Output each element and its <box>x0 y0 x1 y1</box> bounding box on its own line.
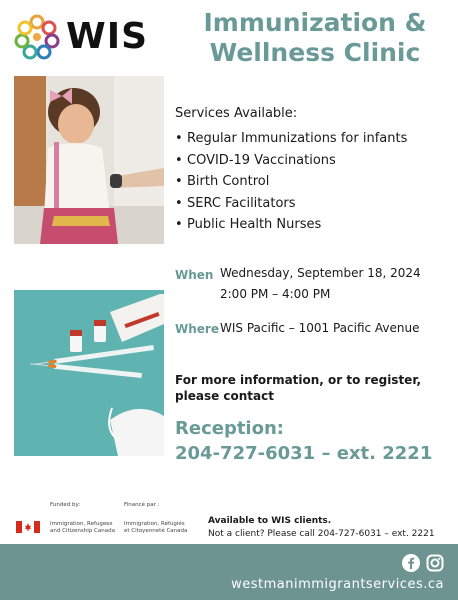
service-item: • Regular Immunizations for infants <box>175 128 407 150</box>
ircc-english-line-2: and Citizenship Canada <box>50 528 115 534</box>
vaccine-supplies-photo <box>14 290 164 456</box>
ircc-french-line-2: et Citoyenneté Canada <box>124 528 188 534</box>
ircc-french <box>124 521 187 535</box>
wis-logo <box>14 12 154 60</box>
page-title <box>180 8 450 68</box>
services-heading: Services Available: <box>175 106 298 121</box>
ircc-english-line-1: Immigration, Refugees <box>50 521 113 527</box>
contact-info <box>175 372 421 404</box>
instagram-icon[interactable] <box>426 554 444 572</box>
service-item: • Birth Control <box>175 171 407 193</box>
services-list <box>175 128 407 236</box>
ircc-french-line-1: Immigration, Réfugiés <box>124 521 185 527</box>
logo-text: WIS <box>66 16 149 57</box>
wis-logo-icon <box>14 14 60 60</box>
availability-line-1: Available to WIS clients. <box>208 516 332 526</box>
event-time: 2:00 PM – 4:00 PM <box>220 287 331 301</box>
footer-bar <box>0 544 458 600</box>
funded-by-label: Funded by: <box>50 502 81 508</box>
title-line-1: Immunization & <box>203 8 427 37</box>
facebook-icon[interactable] <box>402 554 420 572</box>
reception-phone: 204-727-6031 – ext. 2221 <box>175 443 433 464</box>
service-item: • COVID-19 Vaccinations <box>175 150 407 172</box>
availability-note <box>208 515 435 541</box>
service-item: • Public Health Nurses <box>175 214 407 236</box>
when-label: When <box>175 268 214 282</box>
event-date: Wednesday, September 18, 2024 <box>220 266 421 280</box>
reception-label: Reception: <box>175 418 284 439</box>
availability-line-2: Not a client? Please call 204-727-6031 – ext. 2221 <box>208 529 435 539</box>
ircc-english <box>50 521 115 535</box>
event-location: WIS Pacific – 1001 Pacific Avenue <box>220 321 420 335</box>
canada-flag-icon <box>16 521 40 533</box>
where-label: Where <box>175 322 219 336</box>
social-icons <box>402 554 444 572</box>
contact-line-2: please contact <box>175 389 274 403</box>
service-item: • SERC Facilitators <box>175 193 407 215</box>
contact-line-1: For more information, or to register, <box>175 373 422 387</box>
website-link[interactable]: westmanimmigrantservices.ca <box>231 577 444 592</box>
finance-par-label: Financé par : <box>124 502 160 508</box>
title-line-2: Wellness Clinic <box>209 38 421 67</box>
child-vaccination-photo <box>14 76 164 244</box>
